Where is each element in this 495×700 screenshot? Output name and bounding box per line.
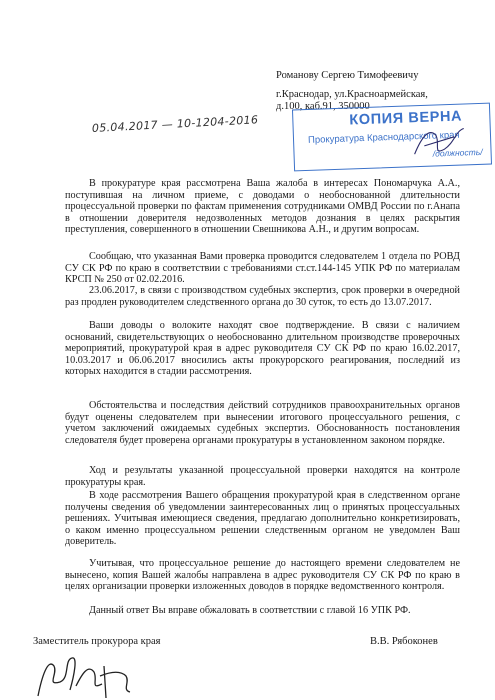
stamp-title: КОПИЯ ВЕРНА — [349, 108, 463, 129]
paragraph-2: Сообщаю, что указанная Вами проверка проводится следователем 1 отдела по РОВД СУ СК РФ по краю в соответствии с требованиями ст.ст.144-145 УПК РФ по материалам КРСП № 250 от 02.02.2016. — [65, 251, 460, 285]
stamp-position: /должность/ — [432, 146, 483, 159]
stamp-signature-scribble — [293, 104, 491, 171]
paragraph-9: Данный ответ Вы вправе обжаловать в соответствии с главой 16 УПК РФ. — [89, 605, 411, 616]
handwritten-signature — [30, 646, 140, 700]
signer-name: В.В. Рябоконев — [370, 636, 438, 647]
handwritten-registration-note: 05.04.2017 — 10-1204-2016 — [91, 113, 259, 135]
signer-title: Заместитель прокурора края — [33, 636, 161, 647]
stamp-org: Прокуратура Краснодарского края — [307, 129, 460, 146]
paragraph-6: Ход и результаты указанной процессуальной проверки находятся на контроле прокуратуры края. — [65, 465, 460, 488]
paragraph-4: Ваши доводы о волоките находят свое подтверждение. В связи с наличием оснований, свидетельствующих о необоснованно длительном производстве проверочных мероприятий, прокуратурой края в адрес руководителя СУ СК РФ по краю 16.02.2017, 10.03.2017 и 06.06.2017 вносились акты прокурорского реагирования, последний из которых находится в стадии рассмотрения. — [65, 320, 460, 377]
paragraph-1: В прокуратуре края рассмотрена Ваша жалоба в интересах Пономарчука А.А., поступившая на личном приеме, с доводами о необоснованной длительности процессуальной проверки по фактам применения сотрудниками ОМВД России по г.Анапа в отношении доверителя недозволенных методов дознания в целях раскрытия преступления, совершенного в отношении Свешникова А.Н., и другим вопросам. — [65, 178, 460, 235]
addressee-address-line1: г.Краснодар, ул.Красноармейская, — [276, 89, 428, 100]
paragraph-3: 23.06.2017, в связи с производством судебных экспертиз, срок проверки в очередной раз продлен руководителем следственного органа до 30 суток, то есть до 13.07.2017. — [65, 285, 460, 308]
addressee-name: Романову Сергею Тимофеевичу — [276, 70, 419, 81]
copy-certified-stamp — [292, 103, 492, 172]
paragraph-7: В ходе рассмотрения Вашего обращения прокуратурой края в следственном органе получены сведения об уведомлении заинтересованных лиц о принятых процессуальных решениях. Учитывая имеющиеся сведения, предлагаю дополнительно конкретизировать, о каком именно процессуальном решении следственным органом не уведомлен Ваш доверитель. — [65, 490, 460, 547]
addressee-address-line2: д.100, каб.91, 350000 — [276, 101, 370, 112]
paragraph-8: Учитывая, что процессуальное решение до настоящего времени следователем не вынесено, копия Вашей жалобы направлена в адрес руководителя СУ СК РФ по краю в целях организации проверки изложенных доводов в порядке ведомственного контроля. — [65, 558, 460, 592]
paragraph-5: Обстоятельства и последствия действий сотрудников правоохранительных органов будут оценены следователем при вынесении итогового процессуального решения, с учетом заключений ожидаемых судебных экспертиз. Обоснованность постановления следователя будет проверена органами прокуратуры в установленном законом порядке. — [65, 400, 460, 446]
